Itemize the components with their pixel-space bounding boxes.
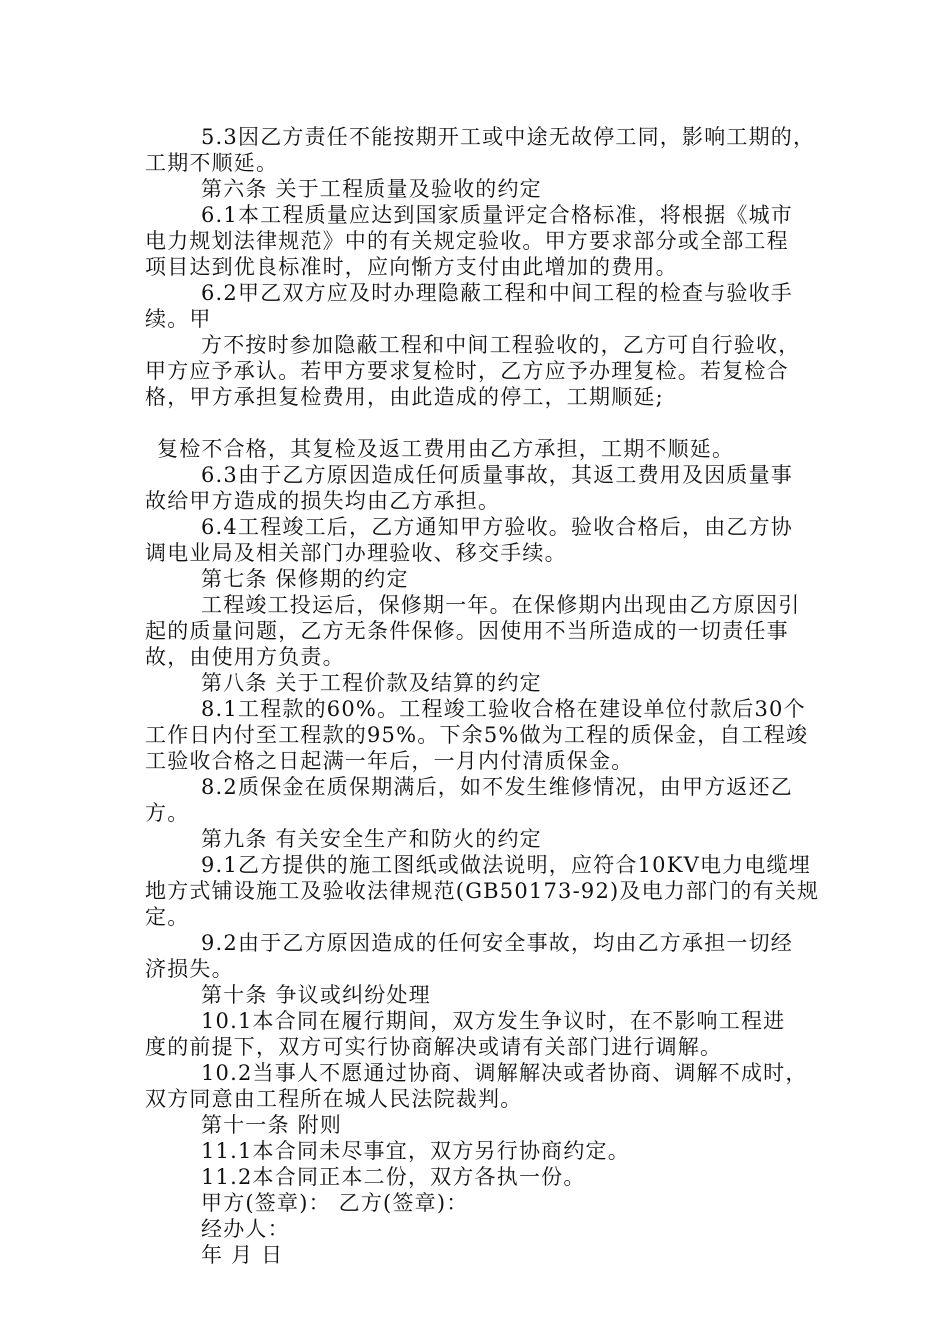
text-line: 10.1本合同在履行期间，双方发生争议时，在不影响工程进 [201,1009,786,1033]
text-line: 8.1工程款的60%。工程竣工验收合格在建设单位付款后30个 [201,697,806,721]
text-line: 故给甲方造成的损失均由乙方承担。 [145,489,501,513]
text-line: 方不按时参加隐蔽工程和中间工程验收的，乙方可自行验收， [201,333,801,357]
section-heading: 第十条 争议或纠纷处理 [201,983,431,1007]
section-heading: 第八条 关于工程价款及结算的约定 [201,671,542,695]
text-line: 工程竣工投运后，保修期一年。在保修期内出现由乙方原因引 [201,593,801,617]
text-line: 复检不合格，其复检及返工费用由乙方承担，工期不顺延。 [157,437,735,461]
section-heading: 第十一条 附则 [201,1113,343,1137]
text-line: 济损失。 [145,957,234,981]
text-line: 电力规划法律规范》中的有关规定验收。甲方要求部分或全部工程 [145,229,789,253]
text-line: 地方式铺设施工及验收法律规范(GB50173-92)及电力部门的有关规 [145,879,820,903]
text-line: 度的前提下，双方可实行协商解决或请有关部门进行调解。 [145,1035,723,1059]
text-line: 故，由使用方负责。 [145,645,345,669]
text-line: 8.2质保金在质保期满后，如不发生维修情况，由甲方返还乙 [201,775,793,799]
handler-line: 经办人： [201,1217,290,1241]
text-line: 6.2甲乙双方应及时办理隐蔽工程和中间工程的检查与验收手 [201,281,793,305]
text-line: 10.2当事人不愿通过协商、调解解决或者协商、调解不成时， [201,1061,808,1085]
text-line: 11.1本合同未尽事宜，双方另行协商约定。 [201,1139,630,1163]
text-line: 9.1乙方提供的施工图纸或做法说明，应符合10KV电力电缆埋 [201,853,811,877]
section-heading: 第九条 有关安全生产和防火的约定 [201,827,542,851]
section-heading: 第六条 关于工程质量及验收的约定 [201,177,542,201]
text-line: 9.2由于乙方原因造成的任何安全事故，均由乙方承担一切经 [201,931,793,955]
text-line: 5.3因乙方责任不能按期开工或中途无故停工同，影响工期的， [201,125,816,149]
text-line: 甲方应予承认。若甲方要求复检时，乙方应予办理复检。若复检合 [145,359,789,383]
text-line: 双方同意由工程所在城人民法院裁判。 [145,1087,523,1111]
text-line: 6.4工程竣工后，乙方通知甲方验收。验收合格后，由乙方协 [201,515,793,539]
text-line: 项目达到优良标准时，应向惭方支付由此增加的费用。 [145,255,678,279]
section-heading: 第七条 保修期的约定 [201,567,409,591]
text-line: 调电业局及相关部门办理验收、移交手续。 [145,541,567,565]
text-line: 方。 [145,801,190,825]
date-line: 年 月 日 [201,1243,284,1267]
text-line: 工期不顺延。 [145,151,279,175]
text-line: 续。甲 [145,307,212,331]
text-line: 格，甲方承担复检费用，由此造成的停工，工期顺延; [145,385,664,409]
text-line: 定。 [145,905,190,929]
text-line: 工作日内付至工程款的95%。下余5%做为工程的质保金，自工程竣 [145,723,809,747]
text-line: 6.1本工程质量应达到国家质量评定合格标准，将根据《城市 [201,203,793,227]
text-line: 11.2本合同正本二份，双方各执一份。 [201,1165,586,1189]
signature-line: 甲方(签章)： 乙方(签章)： [201,1191,469,1215]
text-line: 起的质量问题，乙方无条件保修。因使用不当所造成的一切责任事 [145,619,789,643]
text-line: 工验收合格之日起满一年后，一月内付清质保金。 [145,749,634,773]
text-line: 6.3由于乙方原因造成任何质量事故，其返工费用及因质量事 [201,463,793,487]
